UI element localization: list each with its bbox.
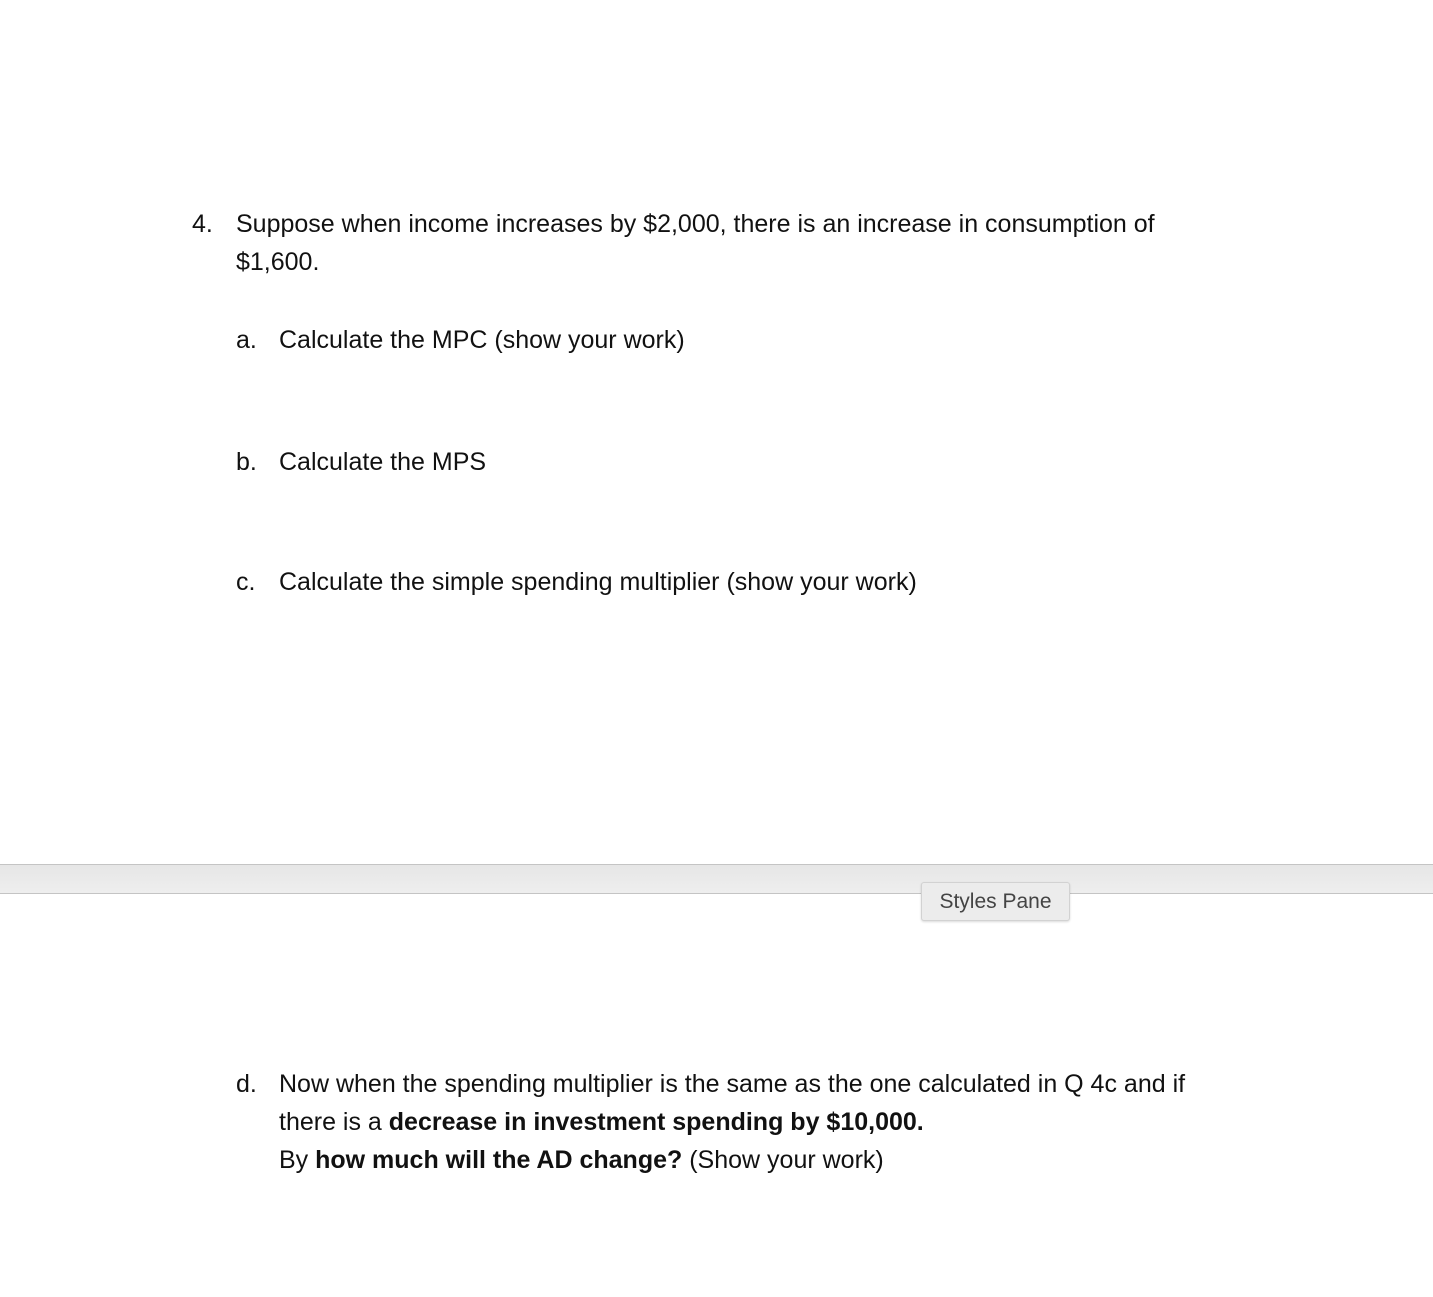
part-d-text-line-1: Now when the spending multiplier is the same as the one calculated in Q 4c and if [279,1070,1186,1098]
part-d-text-line-2 [279,1103,924,1141]
part-b-text: Calculate the MPS [279,448,487,476]
part-a-text: Calculate the MPC (show your work) [279,326,685,354]
part-d-line-3-bold: how much will the AD change? [315,1146,683,1174]
question-number: 4. [192,210,213,238]
question-text-line-2: $1,600. [236,248,320,276]
part-d-text-line-3 [279,1141,884,1179]
part-c-marker: c. [236,568,256,596]
styles-pane-button[interactable]: Styles Pane [921,882,1070,921]
part-d-line-2-plain: there is a [279,1108,389,1136]
part-d-line-3-plain-end: (Show your work) [682,1146,884,1174]
part-d-line-3-plain-start: By [279,1146,316,1174]
part-c-text: Calculate the simple spending multiplier (show your work) [279,568,917,596]
page-break [0,864,1433,894]
part-d-marker: d. [236,1070,257,1098]
part-b-marker: b. [236,448,257,476]
question-text-line-1: Suppose when income increases by $2,000, there is an increase in consumption of [236,210,1155,238]
part-a-marker: a. [236,326,257,354]
part-d-line-2-bold: decrease in investment spending by $10,000. [388,1108,924,1136]
